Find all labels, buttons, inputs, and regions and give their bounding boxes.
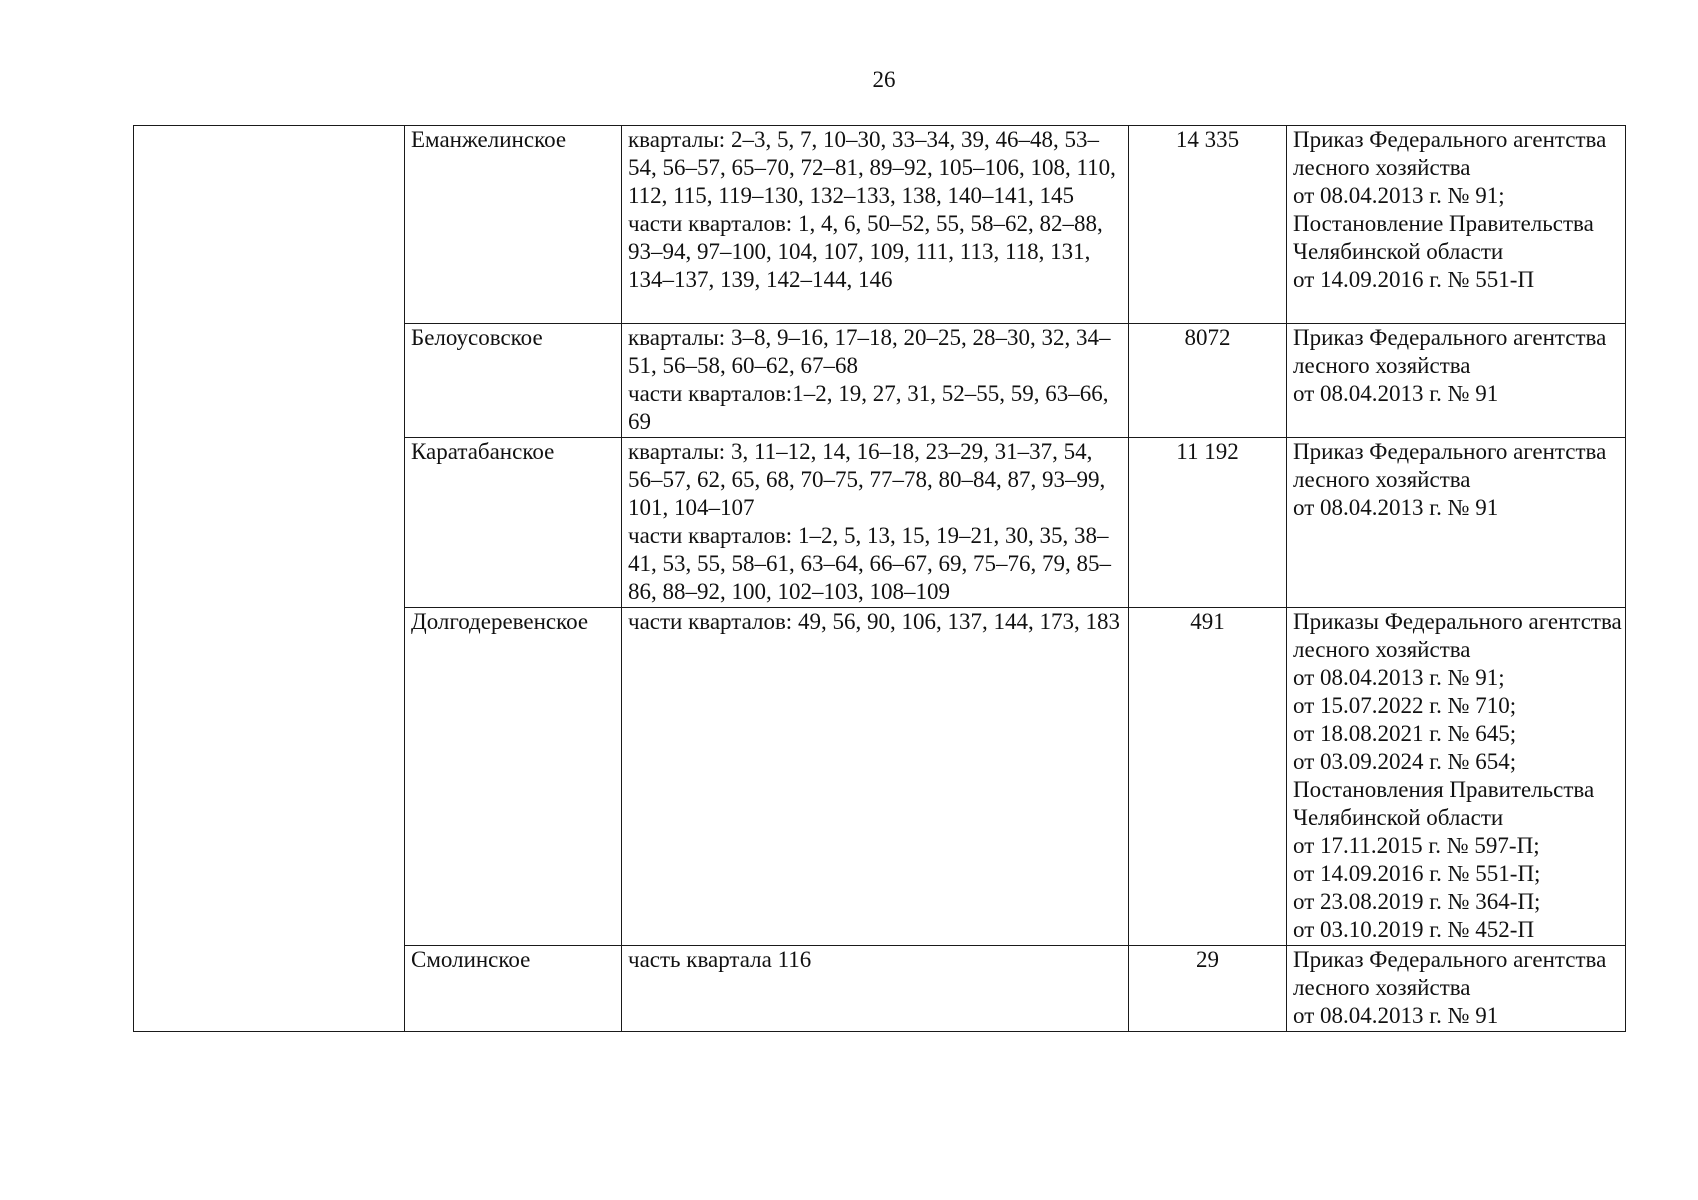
district-name-cell: Долгодеревенское bbox=[405, 608, 622, 946]
table-row bbox=[134, 126, 1626, 324]
merged-blank-cell bbox=[134, 126, 405, 1032]
area-cell: 491 bbox=[1129, 608, 1287, 946]
quarters-cell: кварталы: 2–3, 5, 7, 10–30, 33–34, 39, 46–48, 53–54, 56–57, 65–70, 72–81, 89–92, 105–106, 108, 110, 112, 115, 119–130, 132–133, 138, 140–141, 145 части кварталов: 1, 4, 6, 50–52, 55, 58–62, 82–88, 93–94, 97–100, 104, 107, 109, 111, 113, 118, 131, 134–137, 139, 142–144, 146 bbox=[622, 126, 1129, 324]
documents-cell: Приказ Федерального агентства лесного хозяйства от 08.04.2013 г. № 91 bbox=[1287, 324, 1626, 438]
quarters-cell: часть квартала 116 bbox=[622, 946, 1129, 1032]
page-number: 26 bbox=[872, 67, 896, 92]
district-name-cell: Белоусовское bbox=[405, 324, 622, 438]
area-cell: 14 335 bbox=[1129, 126, 1287, 324]
documents-cell: Приказ Федерального агентства лесного хозяйства от 08.04.2013 г. № 91 bbox=[1287, 946, 1626, 1032]
area-cell: 8072 bbox=[1129, 324, 1287, 438]
documents-cell: Приказ Федерального агентства лесного хозяйства от 08.04.2013 г. № 91; Постановление Правительства Челябинской области от 14.09.2016 г. № 551-П bbox=[1287, 126, 1626, 324]
district-name-cell: Смолинское bbox=[405, 946, 622, 1032]
district-name-cell: Каратабанское bbox=[405, 438, 622, 608]
documents-cell: Приказы Федерального агентства лесного хозяйства от 08.04.2013 г. № 91; от 15.07.2022 г. № 710; от 18.08.2021 г. № 645; от 03.09.2024 г. № 654; Постановления Правительства Челябинской области от 17.11.2015 г. № 597-П; от 14.09.2016 г. № 551-П; от 23.08.2019 г. № 364-П; от 03.10.2019 г. № 452-П bbox=[1287, 608, 1626, 946]
area-cell: 29 bbox=[1129, 946, 1287, 1032]
area-cell: 11 192 bbox=[1129, 438, 1287, 608]
forest-districts-table bbox=[133, 125, 1626, 1032]
district-name-cell: Еманжелинское bbox=[405, 126, 622, 324]
quarters-cell: кварталы: 3–8, 9–16, 17–18, 20–25, 28–30, 32, 34–51, 56–58, 60–62, 67–68 части кварталов:1–2, 19, 27, 31, 52–55, 59, 63–66, 69 bbox=[622, 324, 1129, 438]
quarters-cell: части кварталов: 49, 56, 90, 106, 137, 144, 173, 183 bbox=[622, 608, 1129, 946]
quarters-cell: кварталы: 3, 11–12, 14, 16–18, 23–29, 31–37, 54, 56–57, 62, 65, 68, 70–75, 77–78, 80–84, 87, 93–99, 101, 104–107 части кварталов: 1–2, 5, 13, 15, 19–21, 30, 35, 38–41, 53, 55, 58–61, 63–64, 66–67, 69, 75–76, 79, 85–86, 88–92, 100, 102–103, 108–109 bbox=[622, 438, 1129, 608]
documents-cell: Приказ Федерального агентства лесного хозяйства от 08.04.2013 г. № 91 bbox=[1287, 438, 1626, 608]
